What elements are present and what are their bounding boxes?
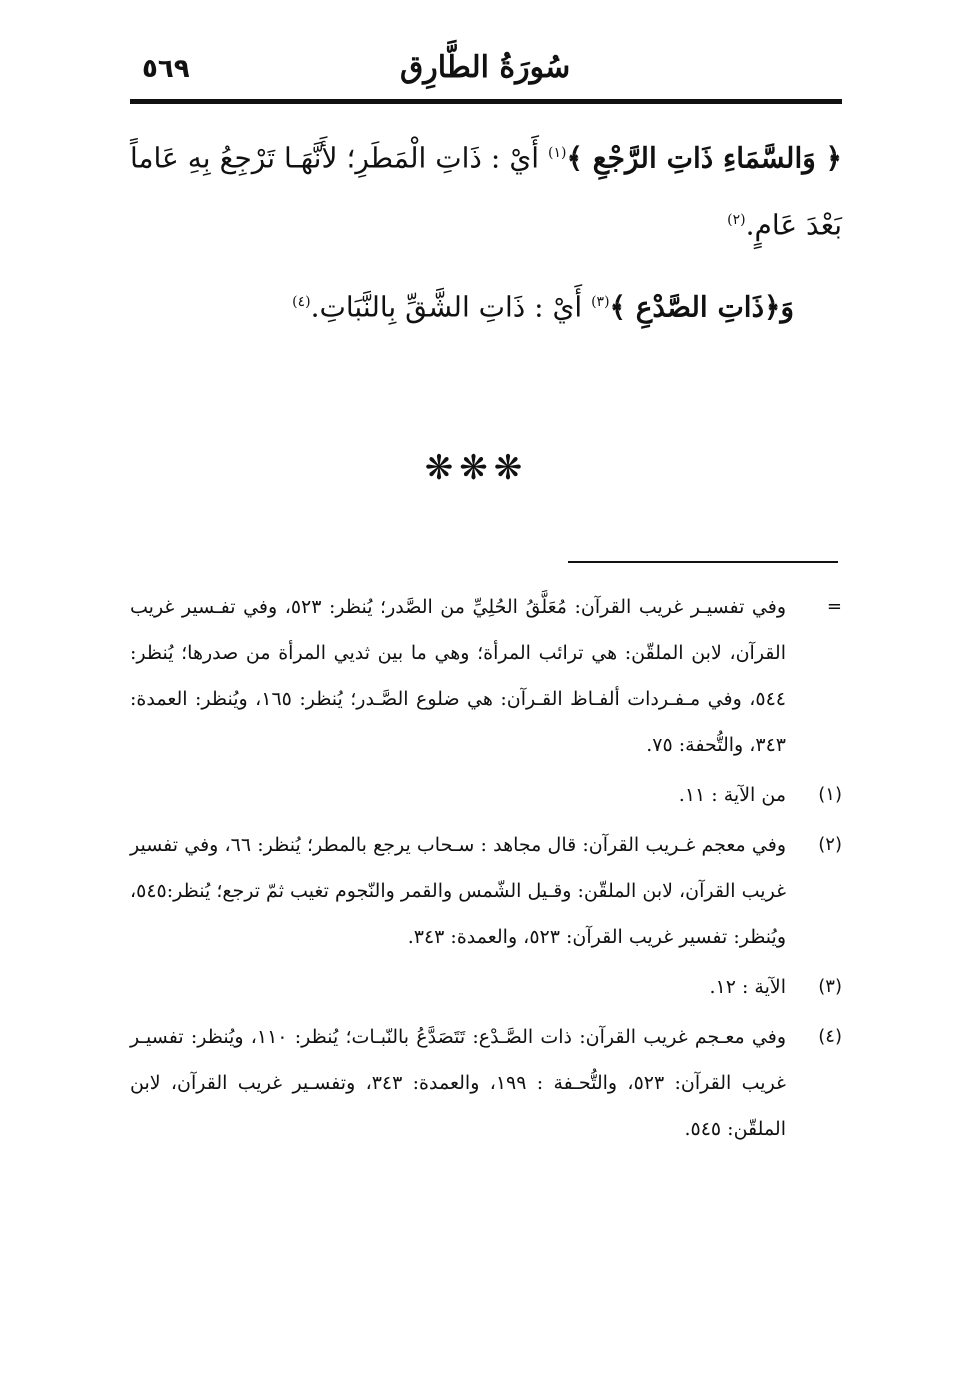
footnote-2 <box>130 822 842 960</box>
footnote-text: من الآية : ١١. <box>678 784 786 806</box>
footnote-1 <box>130 772 842 818</box>
footnote-text: وفي معـجم غريب القرآن: ذات الصَّـدْع: تَتَصَدَّعُ بالنّبـات؛ يُنظر: ١١٠، ويُنظر: تفسيـر غريب القرآن: ٥٢٣، والتُّحـفة : ١٩٩، والعمدة: ٣٤٣، وتفسـير غريب القرآن، لابن الملقّن: ٥٤٥. <box>130 1026 786 1140</box>
footnote-marker: = <box>826 596 842 617</box>
footnote-text: وفي تفسيـر غريب القرآن: مُعَلَّقُ الحُلِيِّ من الصَّدر؛ يُنظر: ٥٢٣، وفي تفـسير غريب القرآن، لابن الملقّن: هي ترائب المرأة؛ وهي ما بين ثديي المرأة من صدرها؛ يُنظر: ٥٤٤، وفي مـفـردات ألفـاظ القـرآن: هي ضلوع الصَّـدر؛ يُنظر: ١٦٥، ويُنظر: العمدة: ٣٤٣، والتُّحفة: ٧٥. <box>130 596 787 756</box>
footnote-text: وفي معجم غـريب القرآن: قال مجاهد : سـحاب يرجع بالمطر؛ يُنظر: ٦٦، وفي تفسير غريب القرآن، لابن الملقّن: وقـيل الشّمس والقمر والنّجوم تغيب ثمّ ترجع؛ يُنظر:٥٤٥، ويُنظر: تفسير غريب القرآن: ٥٢٣، والعمدة: ٣٤٣. <box>130 834 786 948</box>
quran-verse-1: ﴿ وَالسَّمَاءِ ذَاتِ الرَّجْعِ ﴾ <box>566 141 842 175</box>
main-text <box>130 122 842 338</box>
footnote-continuation <box>130 584 842 768</box>
page-header <box>130 50 842 94</box>
commentary-1: أَيْ : ذَاتِ الْمَطَرِ؛ لأَنَّهَـا تَرْجِعُ بِهِ عَاماً بَعْدَ عَامٍ. <box>130 141 842 242</box>
footnote-ref-2: (٢) <box>727 212 746 229</box>
verse-prefix: وَ <box>780 289 794 323</box>
surah-title: سُورَةُ الطَّارِق <box>400 50 571 85</box>
footnote-ref-4: (٤) <box>292 293 311 310</box>
footnote-marker: (٢) <box>818 834 842 855</box>
footnote-ref-3: (٣) <box>591 293 610 310</box>
header-divider <box>130 99 842 104</box>
footnote-ref-1: (١) <box>548 145 567 161</box>
footnote-text: الآية : ١٢. <box>709 976 786 998</box>
main-paragraph-2 <box>130 271 842 338</box>
commentary-2: أَيْ : ذَاتِ الشَّقِّ بِالنَّبَاتِ. <box>310 289 592 323</box>
footnote-4 <box>130 1014 842 1152</box>
footnotes <box>130 584 842 1152</box>
footnote-divider <box>568 561 838 563</box>
quran-verse-2: ﴿ذَاتِ الصَّدْعِ ﴾ <box>609 289 781 323</box>
main-paragraph-1 <box>130 122 842 257</box>
footnote-marker: (٣) <box>818 976 842 997</box>
footnote-3 <box>130 964 842 1010</box>
page-number: ٥٦٩ <box>142 54 190 84</box>
section-separator-stars: ❋❋❋ <box>424 448 529 488</box>
footnote-marker: (١) <box>818 784 842 805</box>
footnote-marker: (٤) <box>818 1026 842 1047</box>
